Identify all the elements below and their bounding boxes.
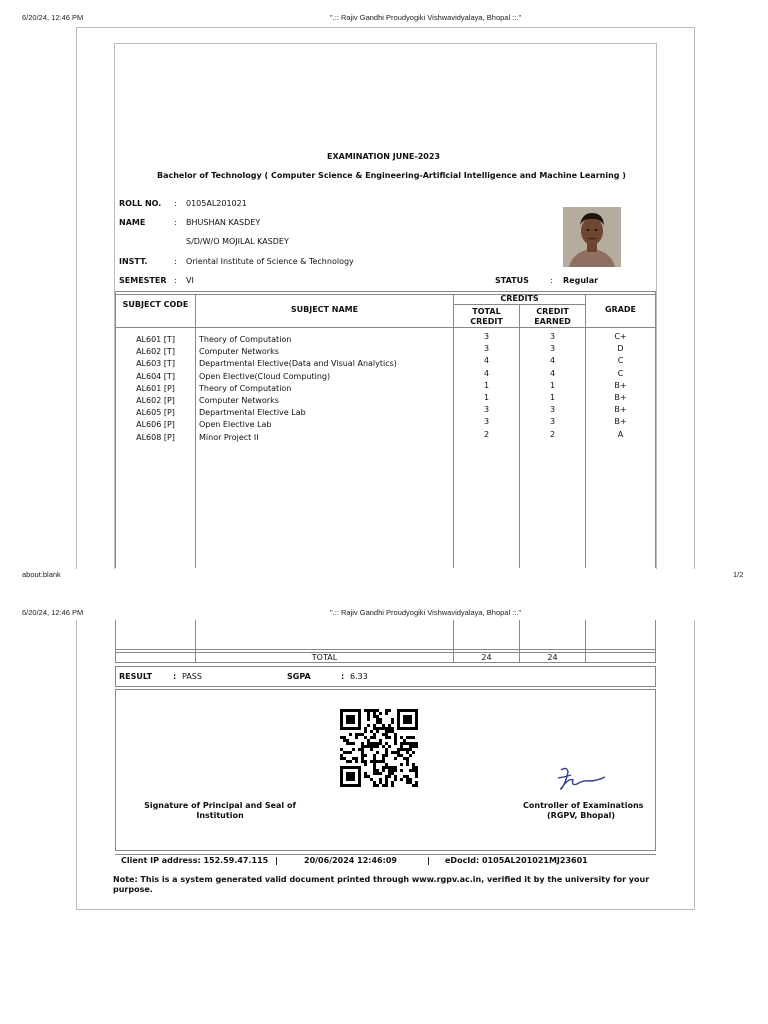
principal-signature-label: Signature of Principal and Seal of Institution [144, 801, 296, 820]
total-credit: 3 [483, 332, 490, 341]
result-label: RESULT [119, 672, 153, 681]
print-title: ".:: Rajiv Gandhi Proudyogiki Vishwavidyalaya, Bhopal ::." [330, 13, 522, 22]
status-value: Regular [563, 276, 599, 285]
colon: : [173, 672, 177, 681]
subject-code: AL602 [P] [136, 396, 175, 405]
table-rule [115, 649, 656, 650]
total-credit: 4 [483, 368, 490, 378]
sgpa-label: SGPA [287, 672, 311, 681]
header-total-credit: TOTAL CREDIT [470, 307, 503, 326]
subject-code: AL601 [P] [136, 383, 175, 393]
roll-value: 0105AL201021 [186, 199, 247, 208]
credit-earned: 1 [549, 393, 556, 402]
page-number: 1/2 [733, 570, 744, 579]
client-ip: Client IP address: 152.59.47.115 [121, 856, 269, 865]
roll-label: ROLL NO. [119, 199, 162, 208]
credit-earned: 3 [549, 332, 556, 341]
grade: B+ [614, 417, 627, 427]
subject-code: AL605 [P] [136, 408, 175, 418]
total-credit: 1 [483, 393, 490, 402]
header-subject-code: SUBJECT CODE [122, 300, 189, 309]
header-credit-earned: CREDIT EARNED [534, 307, 571, 326]
colon: : [174, 199, 177, 208]
subject-code: AL606 [P] [136, 420, 175, 430]
header-credits: CREDITS [500, 294, 539, 303]
grade: C+ [614, 332, 627, 341]
instt-value: Oriental Institute of Science & Technology [186, 257, 354, 266]
grade: B+ [614, 405, 627, 415]
semester-label: SEMESTER [119, 276, 167, 285]
credit-earned: 3 [549, 344, 556, 354]
subject-name: Theory of Computation [199, 335, 292, 344]
total-credit: 3 [483, 417, 490, 427]
total-credit: 3 [483, 344, 490, 354]
grade: C [617, 356, 624, 366]
subject-code: AL604 [T] [136, 371, 175, 381]
controller-label: Controller of Examinations [523, 801, 644, 810]
exam-title: EXAMINATION JUNE-2023 [327, 152, 440, 161]
total-credit: 2 [483, 429, 490, 439]
subject-name: Open Elective Lab [199, 420, 272, 430]
colon: : [341, 672, 345, 681]
student-photo [563, 207, 621, 267]
credit-earned: 4 [549, 356, 556, 366]
grade: B+ [614, 393, 627, 402]
grade: A [617, 429, 624, 439]
print-datetime: 6/20/24, 12:46 PM [22, 13, 84, 22]
subject-name: Departmental Elective Lab [199, 408, 306, 418]
subject-name: Computer Networks [199, 396, 279, 405]
instt-label: INSTT. [119, 257, 148, 266]
footer-rule [115, 854, 656, 855]
edoc-id: eDocId: 0105AL201021MJ23601 [445, 856, 588, 865]
subject-code: AL601 [T] [136, 335, 175, 344]
qr-code [340, 709, 418, 787]
system-note: Note: This is a system generated valid document printed through www.rgpv.ac.in, verified it by the university for your purpose. [113, 875, 650, 894]
colon: : [174, 276, 177, 285]
total-earned: 24 [547, 653, 558, 662]
header-subject-name: SUBJECT NAME [290, 305, 359, 314]
table-rule [585, 620, 586, 663]
sgpa-value: 6.33 [350, 672, 368, 681]
status-label: STATUS [495, 276, 529, 285]
total-label: TOTAL [311, 653, 338, 662]
credit-earned: 3 [549, 417, 556, 427]
colon: : [174, 257, 177, 266]
separator: | [427, 856, 430, 865]
table-rule [115, 327, 656, 328]
subject-name: Open Elective(Cloud Computing) [199, 371, 331, 381]
grade: B+ [614, 380, 627, 390]
table-rule [195, 294, 196, 568]
separator: | [275, 856, 278, 865]
subject-code: AL603 [T] [136, 359, 175, 369]
semester-value: VI [186, 276, 194, 285]
credit-earned: 4 [549, 368, 556, 378]
colon: : [174, 218, 177, 227]
controller-org: (RGPV, Bhopal) [547, 811, 616, 820]
subject-code: AL608 [P] [136, 432, 175, 442]
subject-name: Computer Networks [199, 347, 279, 357]
total-credit: 1 [483, 380, 490, 390]
credit-earned: 3 [549, 405, 556, 415]
course-title: Bachelor of Technology ( Computer Science & Engineering-Artificial Intelligence and Machine Learning ) [157, 171, 626, 180]
parent-value: S/D/W/O MOJILAL KASDEY [186, 237, 289, 246]
issue-datetime: 20/06/2024 12:46:09 [304, 856, 397, 865]
total-credit: 4 [483, 356, 490, 366]
colon: : [550, 276, 553, 285]
total-credit: 24 [481, 653, 492, 662]
name-label: NAME [119, 218, 146, 227]
controller-signature [553, 764, 609, 794]
subject-name: Theory of Computation [199, 383, 292, 393]
print-datetime: 6/20/24, 12:46 PM [22, 608, 84, 617]
page-url: about:blank [22, 570, 61, 579]
credit-earned: 1 [549, 380, 556, 390]
subject-code: AL602 [T] [136, 347, 175, 357]
subject-name: Minor Project II [199, 432, 259, 442]
total-credit: 3 [483, 405, 490, 415]
header-grade: GRADE [604, 305, 637, 314]
grade: D [617, 344, 624, 354]
name-value: BHUSHAN KASDEY [186, 218, 261, 227]
subject-name: Departmental Elective(Data and Visual Analytics) [199, 359, 397, 369]
result-value: PASS [182, 672, 202, 681]
print-title: ".:: Rajiv Gandhi Proudyogiki Vishwavidyalaya, Bhopal ::." [330, 608, 522, 617]
grade: C [617, 368, 624, 378]
credit-earned: 2 [549, 429, 556, 439]
